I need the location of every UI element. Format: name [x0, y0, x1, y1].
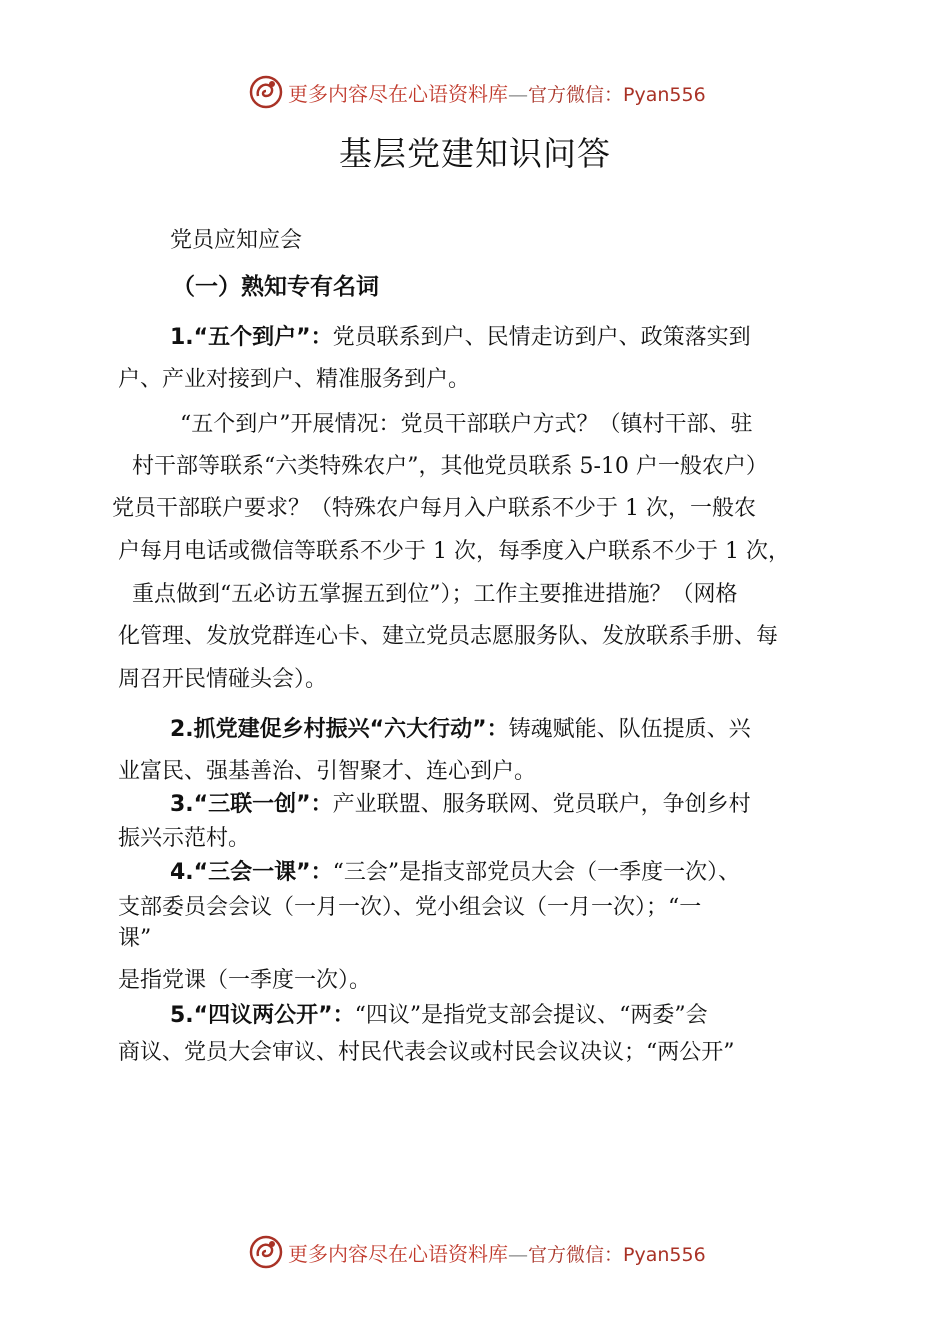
wechat-id: 官方微信：Pyan556 — [528, 1243, 706, 1266]
para-line-3: 党员干部联户要求？（特殊农户每月入户联系不少于 1 次，一般农 — [112, 496, 756, 521]
item-5-term: 5.“四议两公开”： — [170, 1003, 355, 1028]
subsection-heading: （一）熟知专有名词 — [172, 274, 379, 300]
para-line-7: 周召开民情碰头会）。 — [118, 667, 328, 692]
para-line-5: 重点做到“五必访五掌握五到位”）；工作主要推进措施？（网格 — [132, 582, 738, 607]
heart-swirl-logo-icon — [248, 74, 284, 110]
item-2-line-1: 2.抓党建促乡村振兴“六大行动”：铸魂赋能、队伍提质、兴 — [170, 717, 751, 742]
banner-text: 更多内容尽在心语资料库—官方微信：Pyan556 — [288, 1241, 706, 1266]
item-4-term: 4.“三会一课”： — [170, 860, 333, 885]
item-3-line-2: 振兴示范村。 — [118, 826, 251, 851]
para-line-1: “五个到户”开展情况：党员干部联户方式？（镇村干部、驻 — [180, 412, 753, 437]
section-heading: 党员应知应会 — [170, 228, 303, 253]
header-banner — [248, 72, 738, 112]
item-5-line-2: 商议、党员大会审议、村民代表会议或村民会议决议；“两公开” — [118, 1040, 735, 1065]
item-2-term: 2.抓党建促乡村振兴“六大行动”： — [170, 717, 509, 742]
item-4-line-3: 课” — [118, 926, 152, 951]
wechat-id: 官方微信：Pyan556 — [528, 83, 706, 106]
heart-swirl-logo-icon — [248, 1234, 284, 1270]
para-line-6: 化管理、发放党群连心卡、建立党员志愿服务队、发放联系手册、每 — [118, 624, 779, 649]
para-line-4: 户每月电话或微信等联系不少于 1 次，每季度入户联系不少于 1 次， — [118, 539, 790, 564]
page-title: 基层党建知识问答 — [339, 134, 611, 173]
para-line-2: 村干部等联系“六类特殊农户”，其他党员联系 5-10 户一般农户） — [132, 454, 768, 479]
item-2-line-2: 业富民、强基善治、引智聚才、连心到户。 — [118, 759, 537, 784]
item-4-line-4: 是指党课（一季度一次）。 — [118, 968, 372, 993]
item-5-line-1: 5.“四议两公开”：“四议”是指党支部会提议、“两委”会 — [170, 1003, 708, 1028]
item-1-term: 1.“五个到户”： — [170, 325, 333, 350]
item-1-line-1: 1.“五个到户”：党员联系到户、民情走访到户、政策落实到 — [170, 325, 751, 350]
item-4-line-1: 4.“三会一课”：“三会”是指支部党员大会（一季度一次）、 — [170, 860, 741, 885]
banner-text: 更多内容尽在心语资料库—官方微信：Pyan556 — [288, 81, 706, 106]
item-3-line-1: 3.“三联一创”：产业联盟、服务联网、党员联户，争创乡村 — [170, 792, 751, 817]
item-3-term: 3.“三联一创”： — [170, 792, 333, 817]
item-4-line-2: 支部委员会会议（一月一次）、党小组会议（一月一次）；“一 — [118, 895, 702, 920]
item-1-line-2: 户、产业对接到户、精准服务到户。 — [118, 367, 471, 392]
footer-banner — [248, 1232, 738, 1272]
